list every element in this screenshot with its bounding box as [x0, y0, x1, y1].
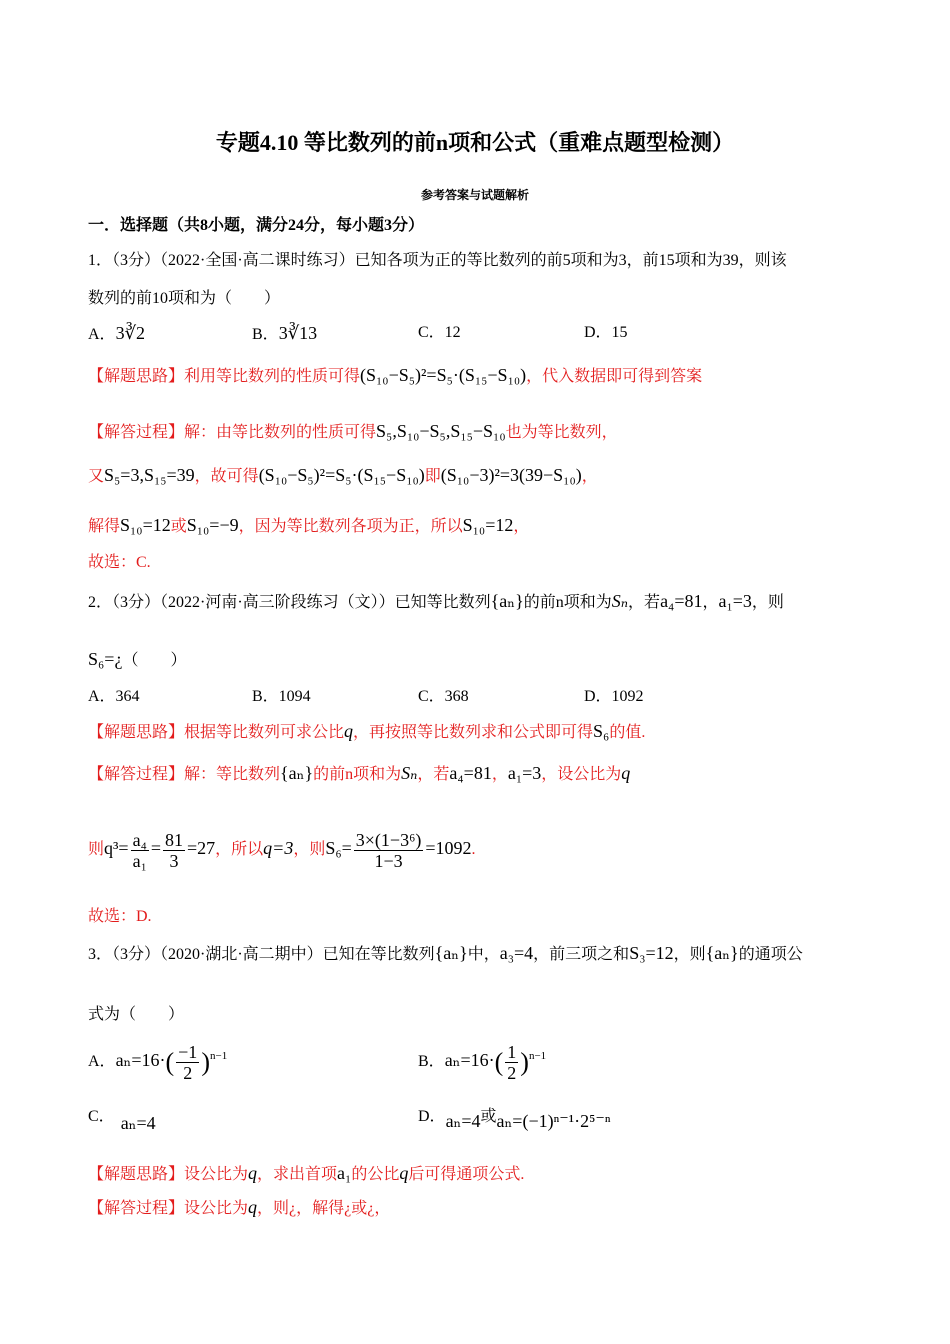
q3-option-d: D．aₙ=4或aₙ=(−1)ⁿ⁻¹·2⁵⁻ⁿ: [418, 1108, 611, 1131]
q1-stem-line2: 数列的前10项和为（ ）: [88, 290, 281, 307]
q3-option-c: C． aₙ=4: [88, 1108, 156, 1133]
q1-process-line2: 又S₅=3,S₁₅=39，故可得(S₁₀−S₅)²=S₅·(S₁₅−S₁₀)即(S₁₀−3)²=3(39−S₁₀)，: [88, 465, 598, 485]
q2-process-line2: 则q³= $\frac{\text{a₄}}{\text{a₁}}$ = $\frac{81}{3}$ =27，所以q=3，则S₆= $\frac{\text{3×(1−3⁶)}}{1-3}$ =1092.: [88, 830, 476, 871]
q3-stem: 3．（3分）（2020·湖北·高二期中）已知在等比数列{aₙ}中，a₃=4，前三项之和S₃=12，则{aₙ}的通项公: [88, 943, 803, 963]
q1-option-a: A．3∛2: [88, 323, 146, 343]
q2-option-c: C．368: [418, 688, 469, 705]
q2-frac-sum: $\frac{\text{3×(1−3⁶)}}{1-3}$: [355, 830, 422, 871]
q1-solution-process: 【解答过程】解：由等比数列的性质可得S₅,S₁₀−S₅,S₁₅−S₁₀也为等比数列，: [88, 421, 618, 441]
q3-optB-fraction: $\frac{1}{2}$: [507, 1042, 517, 1083]
q2-frac-a4-a1: $\frac{\text{a₄}}{\text{a₁}}$: [132, 830, 147, 871]
q3-solution-process: 【解答过程】设公比为q，则¿，解得¿或¿，: [88, 1197, 391, 1217]
q1-option-c: C．12: [418, 324, 461, 341]
q2-option-d: D．1092: [584, 688, 644, 705]
q2-option-b: B．1094: [252, 688, 311, 705]
q3-optA-fraction: $\frac{-1}{2}$: [178, 1042, 198, 1083]
q1-solution-idea: 【解题思路】利用等比数列的性质可得(S₁₀−S₅)²=S₅·(S₁₅−S₁₀)，代入数据即可得到答案: [88, 365, 703, 385]
q2-stem: 2．（3分）（2022·河南·高三阶段练习（文））已知等比数列{aₙ}的前n项和为Sₙ，若a₄=81，a₁=3，则: [88, 591, 784, 611]
q1-option-d: D．15: [584, 324, 628, 341]
q2-solution-idea: 【解题思路】根据等比数列可求公比q，再按照等比数列求和公式即可得S₆的值.: [88, 721, 646, 741]
q3-solution-idea: 【解题思路】设公比为q，求出首项a₁的公比q后可得通项公式.: [88, 1163, 525, 1183]
q3-option-a: A．aₙ=16·( $\frac{-1}{2}$ )$^{n-1}$: [88, 1042, 228, 1083]
q1-stem-line1: 1．（3分）（2022·全国·高二课时练习）已知各项为正的等比数列的前5项和为3，前15项和为39，则该: [88, 252, 787, 269]
q1-option-b: B．3∛13: [252, 323, 318, 343]
q2-answer: 故选：D.: [88, 908, 152, 925]
section-heading: 一．选择题（共8小题，满分24分，每小题3分）: [88, 217, 425, 234]
q2-option-a: A．364: [88, 688, 140, 705]
page-subtitle: 参考答案与试题解析: [420, 188, 529, 202]
q3-option-b: B．aₙ=16·( $\frac{1}{2}$ )$^{n-1}$: [418, 1042, 547, 1083]
q1-process-line3: 解得S₁₀=12或S₁₀=−9，因为等比数列各项为正，所以S₁₀=12，: [88, 515, 530, 535]
q2-solution-process: 【解答过程】解：等比数列{aₙ}的前n项和为Sₙ，若a₄=81，a₁=3，设公比为q: [88, 763, 631, 783]
q1-answer: 故选：C.: [88, 554, 151, 571]
q2-stem-line2: S₆=¿（ ）: [88, 649, 187, 669]
q2-frac-81-3: $\frac{81}{3}$: [165, 830, 183, 871]
page-title: 专题4.10 等比数列的前n项和公式（重难点题型检测）: [215, 130, 735, 155]
q3-stem-line2: 式为（ ）: [88, 1006, 185, 1023]
